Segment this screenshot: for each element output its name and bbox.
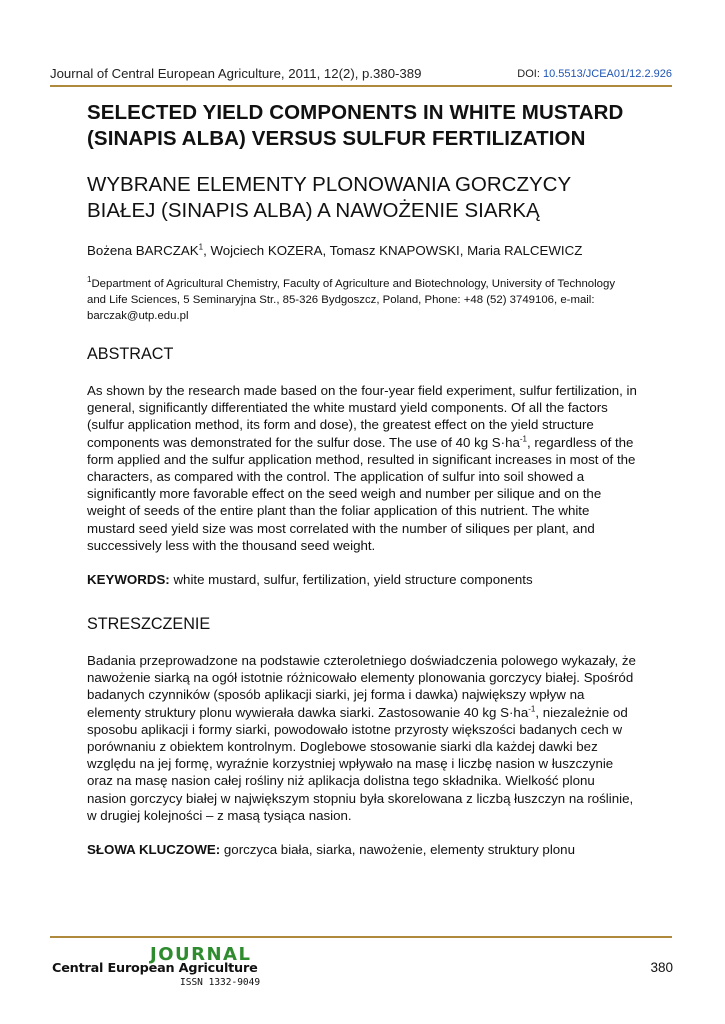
title-english: SELECTED YIELD COMPONENTS IN WHITE MUSTARD (SINAPIS ALBA) VERSUS SULFUR FERTILIZATION (87, 101, 624, 150)
first-author: Bożena BARCZAK (87, 243, 199, 258)
title-polish: WYBRANE ELEMENTY PLONOWANIA GORCZYCY BIAŁEJ (SINAPIS ALBA) A NAWOŻENIE SIARKĄ (87, 173, 571, 222)
doi (517, 68, 672, 80)
other-authors: , Wojciech KOZERA, Tomasz KNAPOWSKI, Maria RALCEWICZ (203, 243, 583, 258)
streszczenie-text-part1: Badania przeprowadzone na podstawie czteroletniego doświadczenia polowego wykazały, że nawożenie siarką na ogół istotnie różnicowało elementy plonowania gorczycy białej. Spośród badanych czynników (sposób aplikacji siarki, jej forma i dawka) największy wpływ na elementy struktury plonu wywierała dawka siarki. Zastosowanie 40 kg S·ha (87, 653, 636, 720)
affiliation-mark: 1 (87, 275, 92, 285)
doi-label: DOI: (517, 68, 543, 80)
abstract-text-part2: , regardless of the form applied and the sulfur application method, resulted in significant increases in most of the characters, as compared with the control. The application of sulfur into soil showed a significantly more favorable effect on the seed weigh and number per silique and on the weight of seeds of the entire plant than the foliar application of this nutrient. The white mustard seed yield size was most correlated with the number of siliques per plant, and successively less with the thousand seed weight. (87, 434, 636, 553)
keywords-polish (87, 841, 637, 858)
streszczenie-text (87, 652, 637, 824)
author-list (87, 242, 637, 260)
article-content (87, 100, 637, 871)
author-affiliation-mark: 1 (198, 242, 204, 252)
abstract-text-part1: As shown by the research made based on the four-year field experiment, sulfur fertilization, in general, significantly differentiated the white mustard yield components. Of all the factors (sulfur application method, its form and dose), the greatest effect on the yield structure components was demonstrated for the sulfur dose. The use of 40 kg S·ha (87, 383, 637, 450)
keywords-text: white mustard, sulfur, fertilization, yield structure components (169, 572, 533, 588)
abstract-text (87, 382, 637, 554)
page-number: 380 (650, 960, 673, 975)
logo-journal-word: JOURNAL (150, 944, 252, 965)
streszczenie-text-part2: , niezależnie od sposobu aplikacji i formy siarki, powodowało istotne przyrosty większości badanych cech w porównaniu z obiektem kontrolnym. Doglebowe stosowanie siarki dla każdej dawki bez względu na jej formę, wyraźnie korzystniej wpływało na masę i liczbę nasion w łuszczynie oraz na masę nasion całej rośliny niż aplikacja dolistna tego składnika. Wielkość plonu nasion gorczycy białej w największym stopniu była skorelowana z liczbą łuszczyn na roślinie, w drugiej kolejności – z masą tysiąca nasion. (87, 704, 634, 823)
abstract-unit-sup: -1 (519, 434, 528, 444)
running-header (50, 66, 672, 86)
keywords (87, 571, 637, 588)
keywords-label: KEYWORDS: (87, 572, 170, 588)
header-rule (50, 85, 672, 87)
issn: ISSN 1332-9049 (180, 977, 261, 988)
keywords-polish-label: SŁOWA KLUCZOWE: (87, 842, 221, 858)
affiliation (87, 276, 637, 324)
doi-link[interactable]: 10.5513/JCEA01/12.2.926 (542, 68, 672, 80)
streszczenie-unit-sup: -1 (528, 704, 536, 714)
streszczenie-heading: STRESZCZENIE (87, 615, 211, 634)
keywords-polish-text: gorczyca biała, siarka, nawożenie, elementy struktury plonu (220, 842, 575, 858)
footer-rule (50, 936, 672, 938)
affiliation-text: Department of Agricultural Chemistry, Faculty of Agriculture and Biotechnology, University of Technology and Life Sciences, 5 Seminaryjna Str., 85-326 Bydgoszcz, Poland, Phone: +48 (52) 3749106, e-mail: barczak@utp.edu.pl (87, 278, 616, 322)
logo-subtitle: Central European Agriculture (52, 961, 258, 976)
abstract-heading: ABSTRACT (87, 345, 174, 363)
journal-logo (52, 944, 292, 990)
journal-citation: Journal of Central European Agriculture, 2011, 12(2), p.380-389 (50, 66, 422, 81)
